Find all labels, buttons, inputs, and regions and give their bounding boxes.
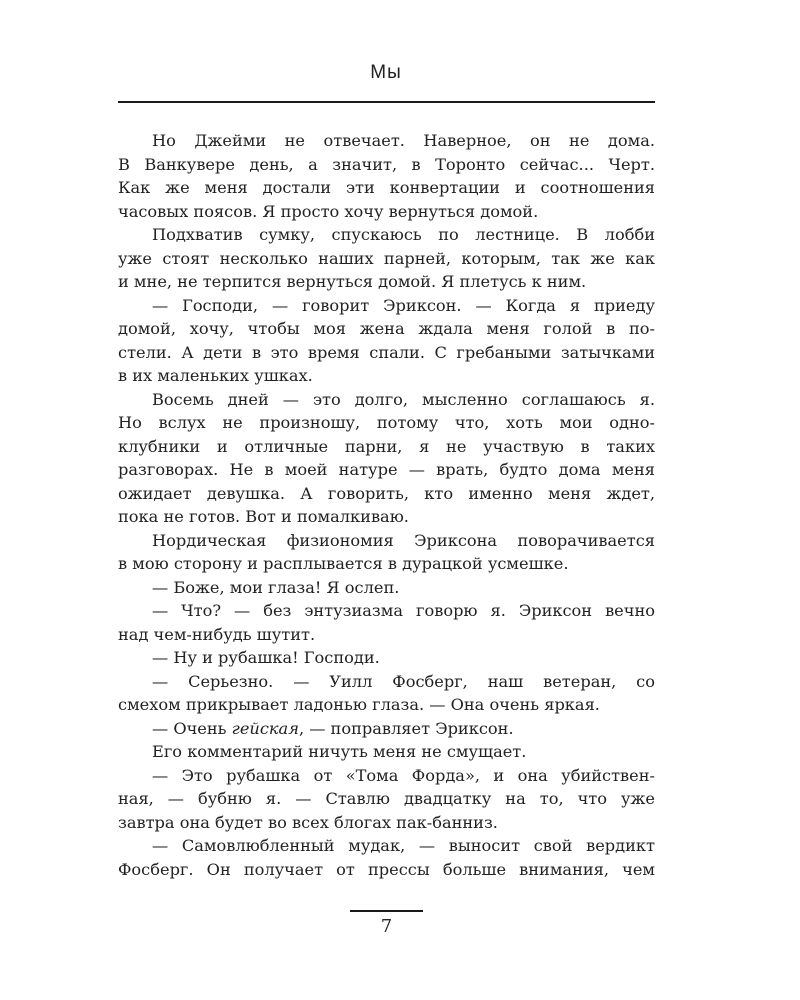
text-line: Фосберг. Он получает от прессы больше внимания, чем (118, 859, 655, 879)
text-line: в мою сторону и расплывается в дурацкой усмешке. (118, 554, 569, 573)
text-line: разговорах. Не в моей натуре — врать, будто дома меня (118, 460, 655, 479)
text-line: ная, — бубню я. — Ставлю двадцатку на то, что уже (118, 789, 655, 808)
text-line: Нордическая физиономия Эриксона поворачивается (152, 530, 655, 550)
text-line: Но Джейми не отвечает. Наверное, он не дома. (152, 131, 655, 150)
text-line: — Господи, — говорит Эриксон. — Когда я приеду (152, 295, 655, 315)
text-fragment: — Очень (152, 718, 232, 738)
text-line: домой, хочу, чтобы моя жена ждала меня голой в по- (118, 319, 655, 338)
text-line: Как же меня достали эти конвертации и соотношения (118, 178, 655, 197)
text-line: над чем-нибудь шутит. (118, 624, 316, 644)
text-line: — Боже, мои глаза! Я ослеп. (152, 577, 400, 597)
text-line: — Что? — без энтузиазма говорю я. Эриксон вечно (152, 601, 655, 620)
text-line: В Ванкувере день, а значит, в Торонто сейчас... Черт. (118, 154, 655, 174)
text-line: в их маленьких ушках. (118, 366, 313, 385)
text-line: ожидает девушка. А говорить, кто именно меня ждет, (118, 483, 655, 503)
text-line: Подхватив сумку, спускаюсь по лестнице. В лобби (152, 225, 655, 244)
running-head-title: Мы (370, 62, 402, 83)
text-line: — Ну и рубашка! Господи. (152, 648, 380, 667)
text-line: стели. А дети в это время спали. С гребаными затычками (118, 342, 655, 362)
text-line: и мне, не терпится вернуться домой. Я плетусь к ним. (118, 272, 587, 291)
text-line: Восемь дней — это долго, мысленно соглашаюсь я. (152, 389, 655, 409)
text-line: пока не готов. Вот и помалкиваю. (118, 507, 409, 526)
text-line: часовых поясов. Я просто хочу вернуться домой. (118, 201, 539, 221)
italic-word: гейская (231, 718, 299, 738)
text-line-italic-dialogue (118, 717, 655, 741)
text-fragment: , — поправляет Эриксон. (298, 718, 514, 738)
text-line: Его комментарий ничуть меня не смущает. (152, 742, 527, 761)
footer-rule (350, 910, 423, 912)
page-body (118, 129, 655, 881)
text-line: смехом прикрывает ладонью глаза. — Она очень яркая. (118, 695, 600, 714)
text-line: — Это рубашка от «Тома Форда», и она убийствен- (152, 765, 655, 785)
text-line: клубники и отличные парни, я не участвую в таких (118, 436, 655, 456)
page-number: 7 (380, 916, 393, 937)
text-line: — Серьезно. — Уилл Фосберг, наш ветеран, со (152, 671, 655, 691)
text-line: — Самовлюбленный мудак, — выносит свой вердикт (152, 836, 655, 855)
header-rule (118, 101, 655, 103)
text-line: завтра она будет во всех блогах пак-банниз. (118, 812, 498, 832)
text-line: Но вслух не произношу, потому что, хоть мои одно- (118, 413, 655, 432)
text-line: уже стоят несколько наших парней, которым, так же как (118, 248, 655, 268)
